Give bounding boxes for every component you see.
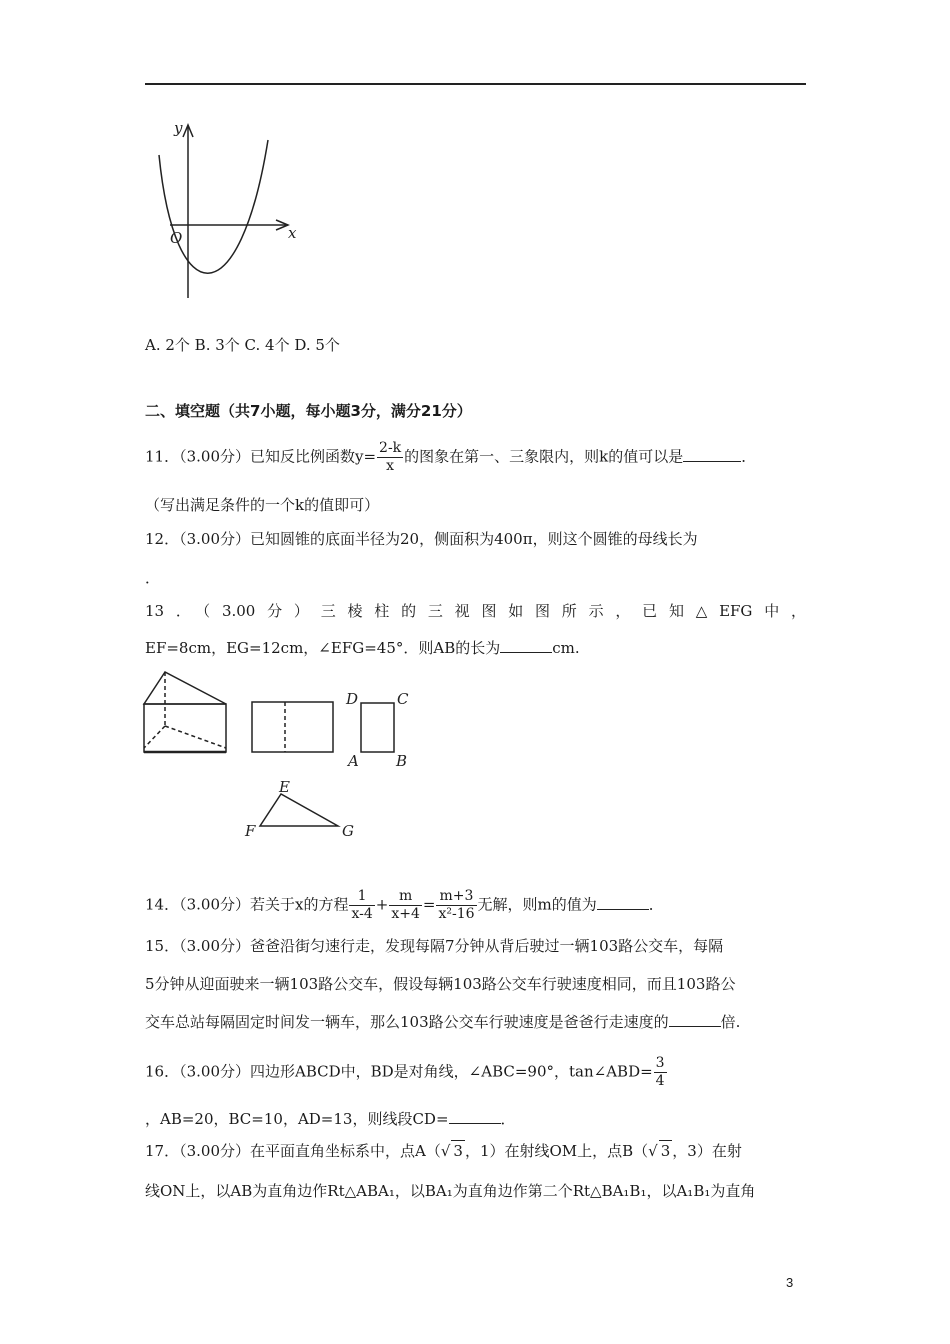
q17-sqrt-1: 3 [453, 1142, 463, 1160]
label-d: D [346, 690, 359, 708]
q14-f3-num: m+3 [436, 888, 476, 906]
q14-fraction-1 [349, 888, 374, 923]
q16-prefix: 16．（3.00分）四边形ABCD中，BD是对角线，∠ABC=90°，tan∠ABD= [145, 1062, 653, 1081]
q16-line2a: ，AB=20，BC=10，AD=13，则线段CD= [145, 1110, 449, 1128]
q17-sqrt-2: 3 [660, 1142, 671, 1160]
page-number: 3 [786, 1275, 794, 1290]
q14-f2-den: x+4 [391, 906, 420, 922]
parabola-graph [140, 115, 300, 315]
label-g: G [342, 822, 354, 840]
q14-answer-blank[interactable] [597, 895, 649, 910]
three-views-figure [140, 668, 420, 848]
q14-f2-num: m [389, 888, 422, 906]
q17-a: 17．（3.00分）在平面直角坐标系中，点A（ [145, 1142, 441, 1160]
q14-fraction-3 [436, 888, 476, 923]
q12 [145, 529, 698, 549]
q14-eq: = [422, 895, 436, 914]
q14-f1-den: x-4 [351, 906, 373, 922]
label-b: B [396, 752, 408, 770]
q15-line1: 15．（3.00分）爸爸沿街匀速行走，发现每隔7分钟从背后驶过一辆103路公交车，每隔 [145, 937, 724, 955]
q11-frac-num: 2-k [379, 440, 402, 456]
q15-line3b: 倍. [720, 1013, 741, 1031]
q16 [145, 1055, 668, 1090]
x-axis-label: x [288, 224, 297, 242]
q11-note: （写出满足条件的一个k的值即可） [145, 496, 380, 514]
q11-fraction [377, 440, 403, 475]
header-rule [145, 83, 806, 85]
label-f: F [245, 822, 256, 840]
q17-line1: 17．（3.00分）在平面直角坐标系中，点A（√ 3 ，1）在射线OM上，点B（√ 3 ，3）在射 [145, 1142, 742, 1160]
label-e: E [279, 778, 290, 796]
q12-end: ． [145, 569, 161, 587]
q14 [145, 888, 664, 923]
q17-line2: 线ON上，以AB为直角边作Rt△ABA₁，以BA₁为直角边作第二个Rt△BA₁B₁，以A₁B₁为直角 [145, 1182, 756, 1200]
q11-frac-den: x [386, 458, 395, 474]
y-axis-label: y [174, 119, 183, 137]
q17-b: ，1）在射线OM上，点B（ [464, 1142, 649, 1160]
q13-line1: 13．（3.00分）三棱柱的三视图如图所示，已知△EFG中， [145, 602, 806, 620]
q14-f1-num: 1 [349, 888, 374, 906]
label-a: A [348, 752, 359, 770]
q12-text: 12．（3.00分）已知圆锥的底面半径为20，侧面积为400π，则这个圆锥的母线长为 [145, 530, 698, 548]
q14-f3-den: x²-16 [438, 906, 475, 922]
q14-suffix: 无解，则m的值为 [477, 895, 597, 914]
q15-answer-blank[interactable] [669, 1012, 721, 1027]
q14-prefix: 14．（3.00分）若关于x的方程 [145, 895, 349, 914]
q14-fraction-2 [389, 888, 422, 923]
q15-line2: 5分钟从迎面驶来一辆103路公交车，假设每辆103路公交车行驶速度相同，而且103路公 [145, 975, 736, 993]
q16-frac-num: 3 [655, 1055, 665, 1071]
q13-answer-blank[interactable] [500, 638, 552, 653]
q13-line2b: cm. [552, 639, 580, 657]
q11-prefix: 11．（3.00分）已知反比例函数y= [145, 447, 377, 466]
origin-label: O [170, 229, 183, 247]
q17-c: ，3）在射 [672, 1142, 742, 1160]
q15-line3a: 交车总站每隔固定时间发一辆车，那么103路公交车行驶速度是爸爸行走速度的 [145, 1013, 669, 1031]
q11-end: ． [741, 447, 757, 466]
q14-end: ． [648, 895, 664, 914]
q13-line2a: EF=8cm，EG=12cm，∠EFG=45°．则AB的长为 [145, 639, 501, 657]
q16-fraction [654, 1055, 667, 1090]
q11-suffix: 的图象在第一、三象限内，则k的值可以是 [404, 447, 684, 466]
q16-frac-den: 4 [655, 1073, 665, 1089]
section-heading: 二、填空题（共7小题，每小题3分，满分21分） [145, 402, 472, 420]
q15-line3 [145, 1012, 740, 1032]
q16-line2 [145, 1109, 516, 1129]
q16-answer-blank[interactable] [449, 1109, 501, 1124]
q10-options: A. 2个 B. 3个 C. 4个 D. 5个 [145, 336, 340, 354]
label-c: C [397, 690, 409, 708]
q16-end: ． [500, 1110, 516, 1128]
q11-answer-blank[interactable] [683, 447, 741, 462]
q14-plus: + [375, 895, 389, 914]
q11 [145, 440, 756, 475]
q13-line2 [145, 638, 580, 658]
